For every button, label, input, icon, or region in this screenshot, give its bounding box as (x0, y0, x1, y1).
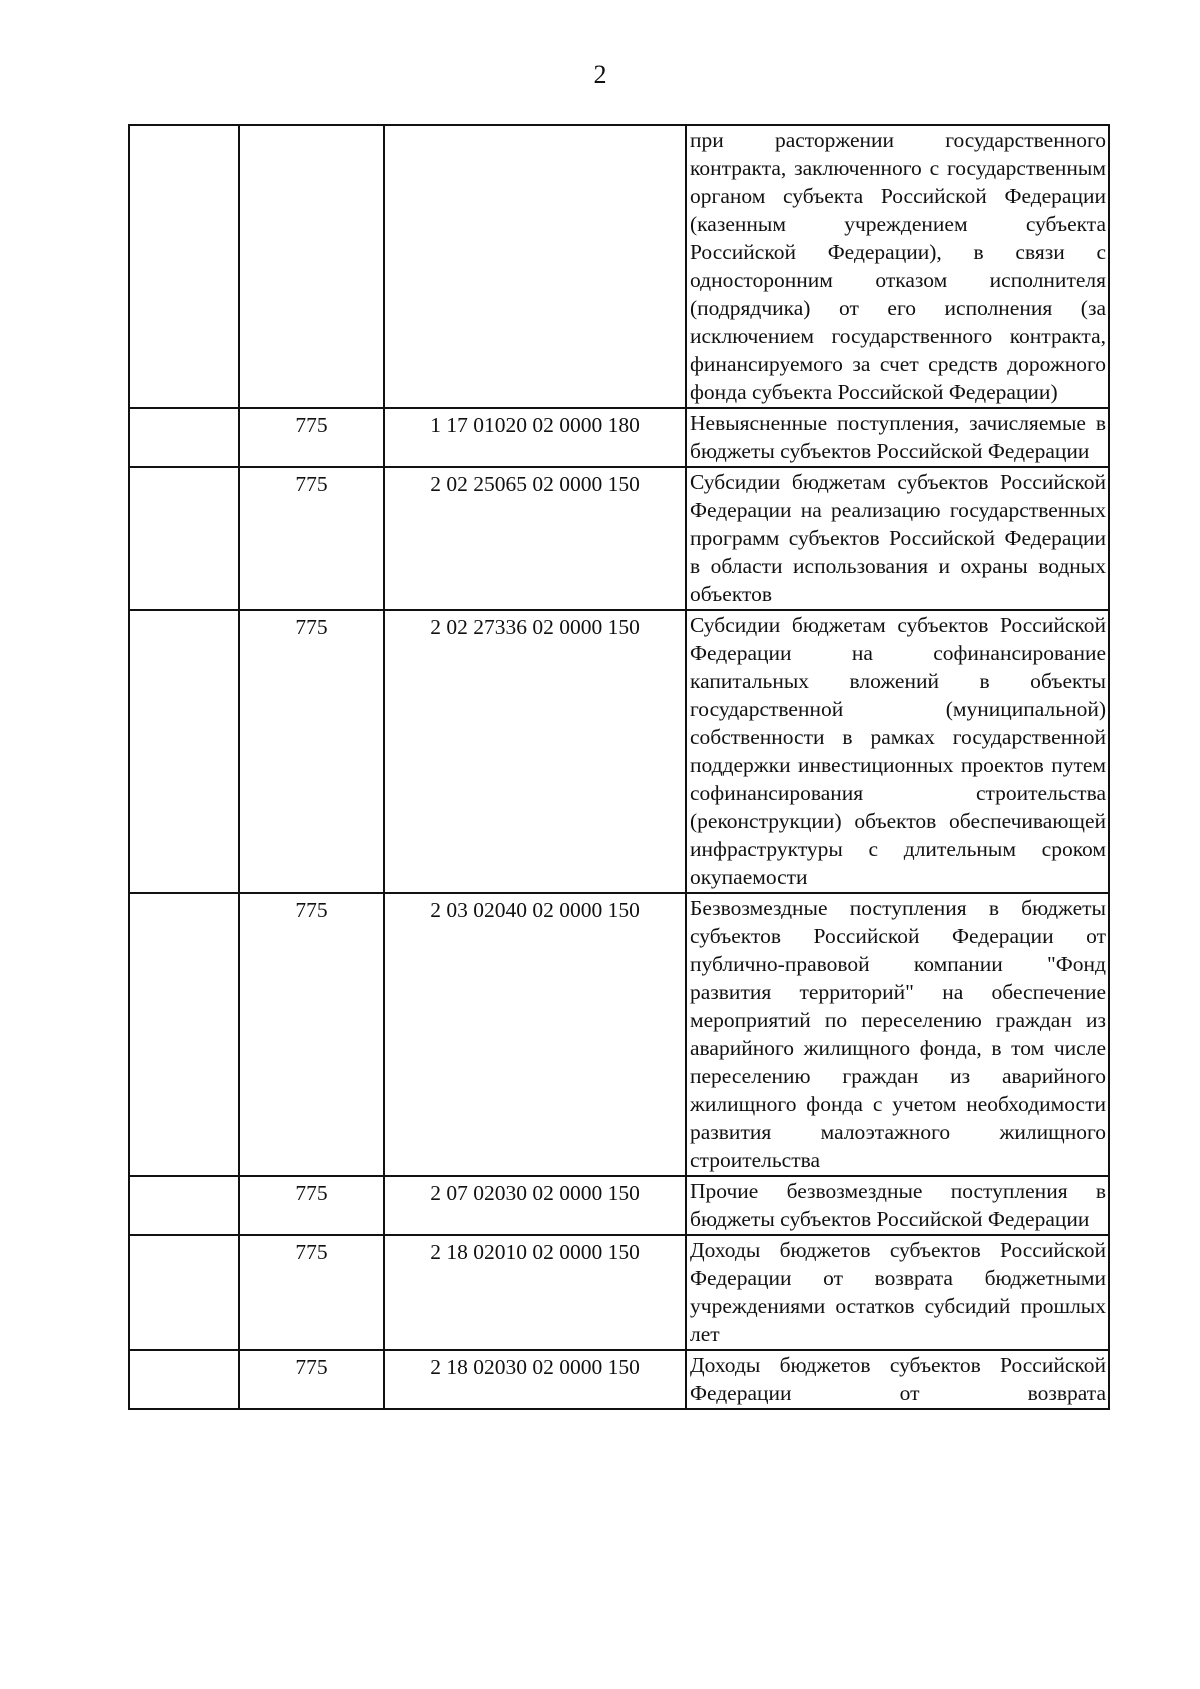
admin-code-cell: 775 (239, 1235, 384, 1350)
income-code-cell: 2 02 27336 02 0000 150 (384, 610, 686, 893)
empty-cell (129, 1176, 239, 1235)
description-cell: при расторжении государственного контракта, заключенного с государственным органом субъекта Российской Федерации (казенным учреждением субъекта Российской Федерации), в связи с односторонним отказом исполнителя (подрядчика) от его исполнения (за исключением государственного контракта, финансируемого за счет средств дорожного фонда субъекта Российской Федерации) (686, 125, 1109, 408)
income-code-cell (384, 125, 686, 408)
table-row (129, 408, 1109, 467)
table-row (129, 610, 1109, 893)
description-cell: Безвозмездные поступления в бюджеты субъектов Российской Федерации от публично-правовой компании "Фонд развития территорий" на обеспечение мероприятий по переселению граждан из аварийного жилищного фонда, в том числе переселению граждан из аварийного жилищного фонда с учетом необходимости развития малоэтажного жилищного строительства (686, 893, 1109, 1176)
description-cell: Прочие безвозмездные поступления в бюджеты субъектов Российской Федерации (686, 1176, 1109, 1235)
empty-cell (129, 125, 239, 408)
empty-cell (129, 1350, 239, 1409)
admin-code-cell: 775 (239, 1176, 384, 1235)
income-code-cell: 2 18 02030 02 0000 150 (384, 1350, 686, 1409)
admin-code-cell: 775 (239, 610, 384, 893)
admin-code-cell: 775 (239, 893, 384, 1176)
description-cell: Субсидии бюджетам субъектов Российской Федерации на реализацию государственных программ субъектов Российской Федерации в области использования и охраны водных объектов (686, 467, 1109, 610)
description-cell: Невыясненные поступления, зачисляемые в бюджеты субъектов Российской Федерации (686, 408, 1109, 467)
empty-cell (129, 408, 239, 467)
empty-cell (129, 467, 239, 610)
empty-cell (129, 1235, 239, 1350)
table-row (129, 1235, 1109, 1350)
income-code-cell: 2 03 02040 02 0000 150 (384, 893, 686, 1176)
revenue-codes-table (128, 124, 1110, 1410)
income-code-cell: 2 07 02030 02 0000 150 (384, 1176, 686, 1235)
table-row (129, 125, 1109, 408)
description-cell: Доходы бюджетов субъектов Российской Федерации от возврата (686, 1350, 1109, 1409)
description-cell: Доходы бюджетов субъектов Российской Федерации от возврата бюджетными учреждениями остатков субсидий прошлых лет (686, 1235, 1109, 1350)
income-code-cell: 1 17 01020 02 0000 180 (384, 408, 686, 467)
admin-code-cell: 775 (239, 467, 384, 610)
admin-code-cell: 775 (239, 1350, 384, 1409)
empty-cell (129, 610, 239, 893)
table-row (129, 1176, 1109, 1235)
description-cell: Субсидии бюджетам субъектов Российской Федерации на софинансирование капитальных вложений в объекты государственной (муниципальной) собственности в рамках государственной поддержки инвестиционных проектов путем софинансирования строительства (реконструкции) объектов обеспечивающей инфраструктуры с длительным сроком окупаемости (686, 610, 1109, 893)
table-row (129, 467, 1109, 610)
admin-code-cell: 775 (239, 408, 384, 467)
income-code-cell: 2 02 25065 02 0000 150 (384, 467, 686, 610)
income-code-cell: 2 18 02010 02 0000 150 (384, 1235, 686, 1350)
table-row (129, 893, 1109, 1176)
page-number: 2 (593, 60, 607, 89)
admin-code-cell (239, 125, 384, 408)
empty-cell (129, 893, 239, 1176)
table-row (129, 1350, 1109, 1409)
